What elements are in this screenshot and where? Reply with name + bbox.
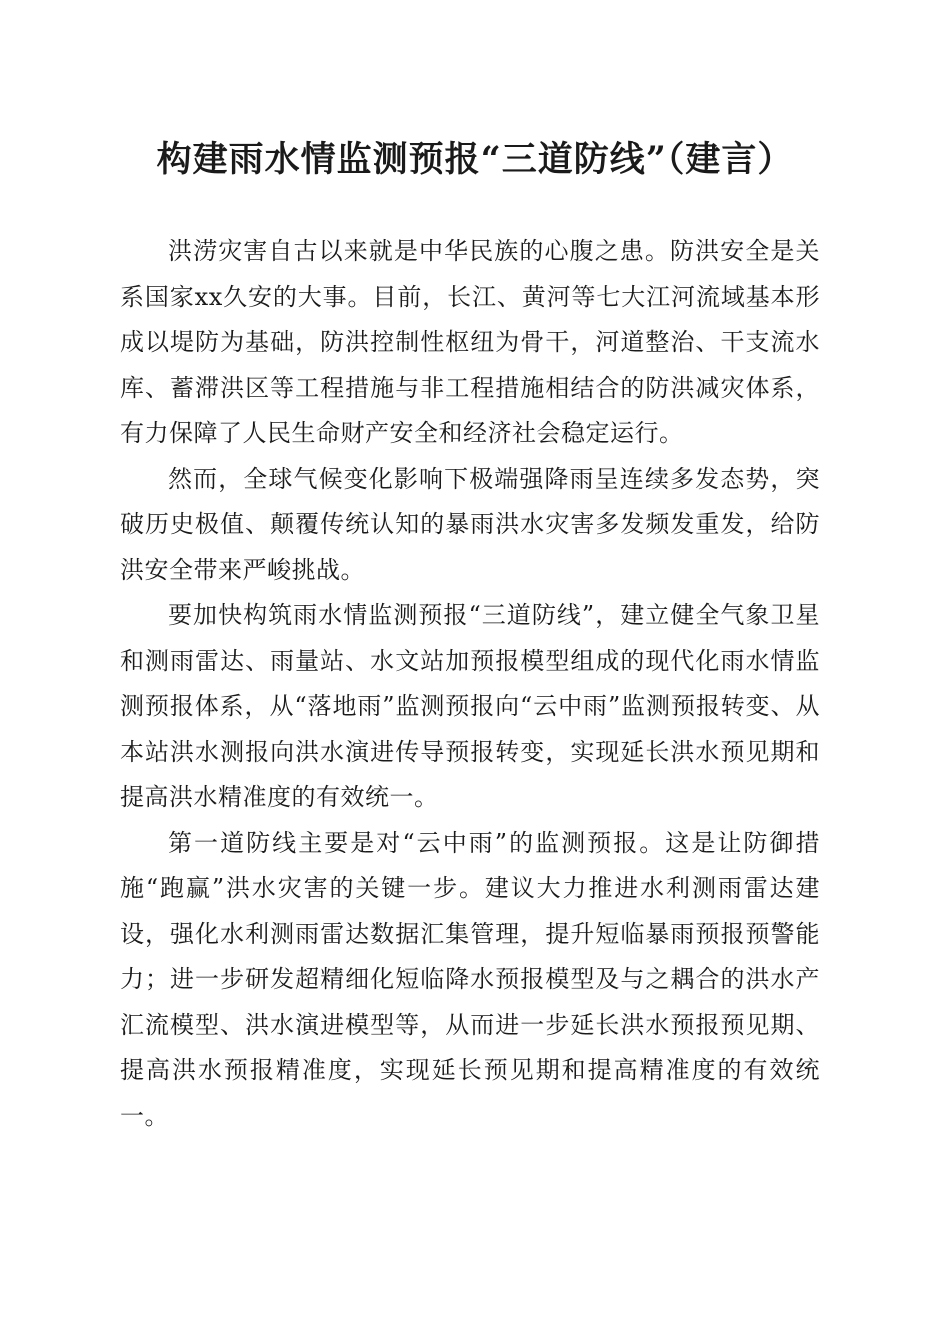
paragraph-2: 然而，全球气候变化影响下极端强降雨呈连续多发态势，突破历史极值、颠覆传统认知的暴雨洪水灾害多发频发重发，给防洪安全带来严峻挑战。 bbox=[120, 464, 820, 584]
document-body bbox=[120, 229, 820, 1139]
paragraph-1: 洪涝灾害自古以来就是中华民族的心腹之患。防洪安全是关系国家xx久安的大事。目前，长江、黄河等七大江河流域基本形成以堤防为基础，防洪控制性枢纽为骨干，河道整治、干支流水库、蓄滞洪区等工程措施与非工程措施相结合的防洪减灾体系，有力保障了人民生命财产安全和经济社会稳定运行。 bbox=[120, 237, 820, 447]
paragraph-4: 第一道防线主要是对“云中雨”的监测预报。这是让防御措施“跑赢”洪水灾害的关键一步。建议大力推进水利测雨雷达建设，强化水利测雨雷达数据汇集管理，提升短临暴雨预报预警能力；进一步研发超精细化短临降水预报模型及与之耦合的洪水产汇流模型、洪水演进模型等，从而进一步延长洪水预报预见期、提高洪水预报精准度，实现延长预见期和提高精准度的有效统一。 bbox=[120, 828, 820, 1130]
document-title: 构建雨水情监测预报“三道防线”（建言） bbox=[156, 139, 794, 180]
paragraph-3: 要加快构筑雨水情监测预报“三道防线”，建立健全气象卫星和测雨雷达、雨量站、水文站加预报模型组成的现代化雨水情监测预报体系，从“落地雨”监测预报向“云中雨”监测预报转变、从本站洪水测报向洪水演进传导预报转变，实现延长洪水预见期和提高洪水精准度的有效统一。 bbox=[120, 601, 820, 811]
